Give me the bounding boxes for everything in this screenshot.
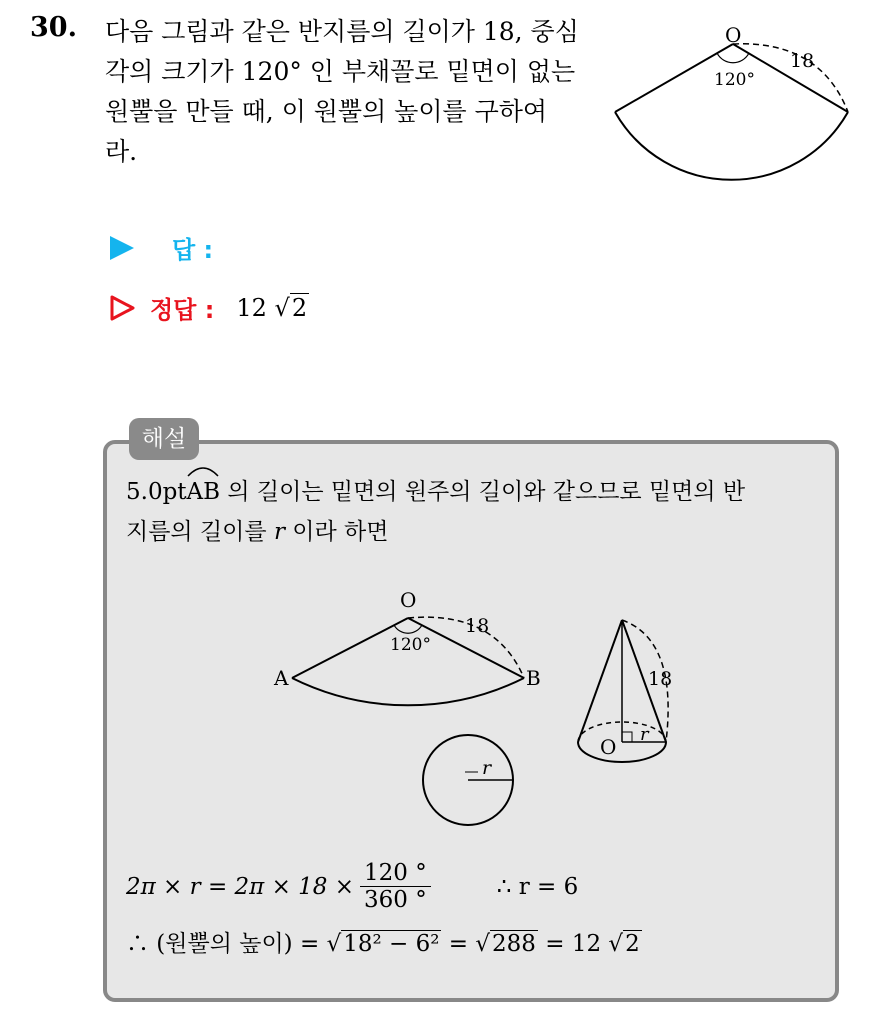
fraction xyxy=(360,860,431,913)
explanation-text xyxy=(126,472,826,552)
center-label-o: O xyxy=(400,588,417,612)
sqrt-expression: √2 xyxy=(608,931,640,957)
radicand: 18² − 6² xyxy=(343,931,440,957)
question-text xyxy=(105,12,590,172)
sqrt-expression: √18² − 6² xyxy=(326,931,440,957)
sector-figure xyxy=(600,20,870,195)
question-number: 30. xyxy=(30,12,77,43)
cone-base-front xyxy=(578,742,666,762)
correct-coefficient: 12 xyxy=(236,293,267,322)
explanation-line-1-rest: 의 길이는 밑면의 원주의 길이와 같으므로 밑면의 반 xyxy=(220,479,746,505)
fraction-numerator: 120 ° xyxy=(360,860,431,887)
correct-answer-row xyxy=(110,290,309,325)
equation-1-result: ∴ r = 6 xyxy=(496,873,579,900)
cone-side-left xyxy=(578,620,622,742)
point-b-label: B xyxy=(526,666,541,690)
equation-1-lhs: 2π × r = 2π × 18 × xyxy=(126,873,355,900)
angle-arc xyxy=(717,53,749,63)
angle-arc xyxy=(394,625,422,633)
equation-2 xyxy=(126,925,642,958)
explanation-line-2 xyxy=(126,512,826,552)
explanation-line-2-pre: 지름의 길이를 xyxy=(126,519,274,545)
explanation-badge: 해설 xyxy=(129,418,199,460)
sqrt-expression: √288 xyxy=(475,931,536,957)
sector-arc xyxy=(615,112,848,180)
angle-label: 120° xyxy=(714,70,755,90)
outline-triangle-icon xyxy=(110,295,136,321)
cone-slant-label: 18 xyxy=(648,668,673,690)
right-angle-mark xyxy=(622,732,632,742)
question-line: 원뿔을 만들 때, 이 원뿔의 높이를 구하여 xyxy=(105,97,548,126)
question-line: 각의 크기가 120° 인 부채꼴로 밑면이 없는 xyxy=(105,57,576,86)
fraction-denominator: 360 ° xyxy=(364,887,427,913)
explanation-prefix: 5.0pt xyxy=(126,479,187,505)
center-label-o: O xyxy=(725,23,742,47)
answer-label: 답 : xyxy=(172,236,214,264)
equation-2-result-coef: = 12 xyxy=(537,931,609,957)
explanation-line-2-post: 이라 하면 xyxy=(284,519,389,545)
sector-arc xyxy=(292,678,524,705)
variable-r: r xyxy=(273,519,285,545)
equation-1 xyxy=(126,860,578,913)
cone-base-center-label: O xyxy=(600,735,617,759)
answer-row xyxy=(110,230,213,265)
circle-radius-label: r xyxy=(482,757,492,779)
correct-value xyxy=(236,294,309,322)
arc-notation xyxy=(187,472,221,512)
equation-2-prefix: ∴ (원뿔의 높이) = xyxy=(126,931,327,957)
question-line: 다음 그림과 같은 반지름의 길이가 18, 중심 xyxy=(105,17,579,46)
radius-label: 18 xyxy=(790,50,815,72)
correct-label: 정답 : xyxy=(150,296,215,324)
question-line: 라. xyxy=(105,137,138,166)
explanation-line-1 xyxy=(126,472,826,512)
arc-symbol-icon xyxy=(186,464,220,478)
radicand: 2 xyxy=(291,293,308,322)
cone-radius-label: r xyxy=(640,724,649,745)
play-triangle-icon xyxy=(110,236,134,260)
radicand: 288 xyxy=(492,931,536,957)
equals-sign: = xyxy=(441,931,476,957)
arc-label: AB xyxy=(186,479,221,505)
sqrt-expression: √2 xyxy=(274,293,308,322)
radicand: 2 xyxy=(625,931,640,957)
radius-label: 18 xyxy=(465,615,490,637)
angle-label: 120° xyxy=(390,635,431,655)
explanation-figure xyxy=(260,580,700,835)
point-a-label: A xyxy=(274,666,289,690)
